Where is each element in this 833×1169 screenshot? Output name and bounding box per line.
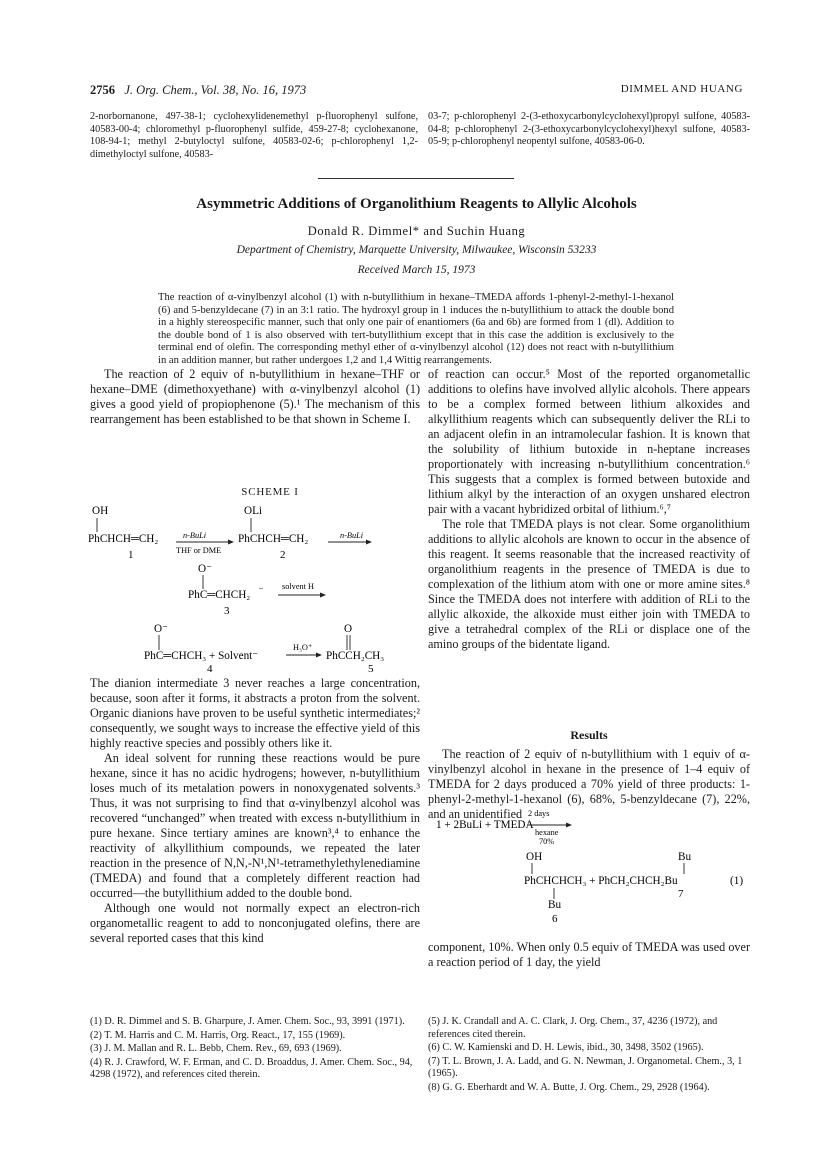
- compound-4-oxide: O⁻: [154, 623, 168, 635]
- eq-days: 2 days: [528, 809, 550, 818]
- label-1: 1: [128, 549, 134, 561]
- eq-label-6: 6: [552, 913, 558, 925]
- results-paragraph-2: component, 10%. When only 0.5 equiv of TMEDA was used over a reaction period of 1 day, the yield: [428, 940, 750, 969]
- intro-paragraph: The reaction of 2 equiv of n-butyllithium in hexane–THF or hexane–DME (dimethoxyethane) with α-vinylbenzyl alcohol (1) gives a good yield of propiophenone (5).¹ The mechanism of this rearrangement has been established to be that shown in Scheme I.: [90, 367, 420, 426]
- footnote: (2) T. M. Harris and C. M. Harris, Org. React., 17, 155 (1969).: [90, 1029, 346, 1041]
- eq-label-7: 7: [678, 888, 684, 900]
- registry-continuation-left: 2-norbornanone, 497-38-1; cyclohexylidenemethyl p-fluorophenyl sulfone, 40583-00-4; chloromethyl p-fluorophenyl sulfide, 459-27-8; cyclohexanone, 108-94-1; methyl 2-butyloctyl sulfone, 40583-02-6; p-chlorophenyl 1,2-dimethyloctyl sulfone, 40583-: [90, 111, 418, 160]
- eq-bu-top: Bu: [678, 851, 692, 863]
- paragraph: of reaction can occur.⁵ Most of the reported organometallic additions to olefins have involved allylic alcohols. There appears to be a complex formed between lithium alkoxides and alkyllithium reagents which can subsequently deliver the RLi to an adjacent olefin in an intramolecular fashion. It is known that the solubility of lithium butoxide in n-heptane increases proportionately with increasing n-butyllithium concentration.⁶ This suggests that a complex is formed between butoxide and lithium alkyl by the interaction of an oxygen unshared electron pair with a vacant hybridized orbital of lithium.⁶,⁷: [428, 367, 750, 516]
- section-divider: [318, 178, 514, 179]
- footnote: (8) G. G. Eberhardt and W. A. Butte, J. Org. Chem., 29, 2928 (1964).: [428, 1081, 710, 1093]
- paragraph: The dianion intermediate 3 never reaches a large concentration, because, soon after it forms, it abstracts a proton from the solvent. Organic dianions have proven to be useful synthetic intermediates;² consequently, we sought ways to increase the effective yield of this highly reactive species and possibly others like it.: [90, 676, 420, 750]
- article-authors: Donald R. Dimmel* and Suchin Huang: [307, 224, 526, 238]
- compound-5-oxygen: O: [344, 623, 353, 635]
- compound-2: PhCHCH═CH₂: [238, 533, 309, 545]
- label-2: 2: [280, 549, 286, 561]
- left-column-text: [90, 676, 420, 946]
- eq-arrow-head: [566, 823, 572, 828]
- running-head: DIMMEL AND HUANG: [620, 83, 743, 95]
- eq-solvent: hexane: [535, 828, 559, 837]
- footnotes-right: [428, 1016, 750, 1096]
- paragraph: An ideal solvent for running these reactions would be pure hexane, since it has no acidic hydrogens; however, n-butyllithium loses much of its metalation powers in nonoxygenated solvents.³ Thus, it was not surprising to find that α-vinylbenzyl alcohol was recovered “unchanged” when treated with excess n-butyllithium in pure hexane. Since tertiary amines are known³,⁴ to enhance the reactivity of alkyllithium compounds, we repeated the later reaction in the presence of N,N,-N¹,N¹-tetramethylethylenediamine (TMEDA) and found that a completely different reaction had occurred—the butyllithium added to the double bond.: [90, 751, 420, 900]
- right-column-text: [428, 367, 750, 652]
- scheme-title: SCHEME I: [241, 486, 299, 498]
- footnote: (7) T. L. Brown, J. A. Ladd, and G. N. Newman, J. Organometal. Chem., 3, 1 (1965).: [428, 1055, 743, 1080]
- registry-continuation-right: 03-7; p-chlorophenyl 2-(3-ethoxycarbonylcyclohexyl)propyl sulfone, 40583-04-8; p-chlorophenyl 2-(3-ethoxycarbonylcyclohexyl)hexyl sulfone, 40583-05-9; p-chlorophenyl neopentyl sulfone, 40583-06-0.: [428, 111, 750, 148]
- eq-products: PhCHCHCH₃ + PhCH₂CHCH₂Bu: [524, 875, 678, 887]
- paragraph: Although one would not normally expect an electron-rich organometallic reagent to add to nonconjugated olefins, there are several reported cases that this kind: [90, 901, 420, 945]
- arrow-1-head: [228, 540, 234, 545]
- scheme-1-diagram: [88, 500, 420, 672]
- footnote: (3) J. M. Mallan and R. L. Bebb, Chem. Rev., 69, 693 (1969).: [90, 1043, 342, 1055]
- compound-3: PhC═CHCH₂: [188, 589, 251, 601]
- arrow-4-head: [316, 653, 322, 658]
- compound-3-charge: –: [259, 583, 263, 592]
- compound-5: PhCCH₂CH₃: [326, 650, 385, 662]
- paragraph: The role that TMEDA plays is not clear. Some organolithium additions to allylic alcohols are known to occur in the absence of this reagent. It seems reasonable that the increased reactivity of organolithium reagents in the presence of TMEDA is due to complexation of the lithium atom with one or more amine sites.⁸ Since the TMEDA does not interfere with addition of RLi to the allylic alkoxide, the alkoxide must either join with TMEDA to give a tetrahedral complex of the RLi or displace one of the amino groups of the bidentate ligand.: [428, 517, 750, 651]
- eq-number: (1): [730, 875, 744, 887]
- scheme-oli: OLi: [244, 505, 263, 517]
- abstract: The reaction of α-vinylbenzyl alcohol (1) with n-butyllithium in hexane–TMEDA affords 1-phenyl-2-methyl-1-hexanol (6) and 5-benzyldecane (7) in an 3:1 ratio. The hydroxyl group in 1 induces the n-butyllithium to attack the double bond in a highly stereospecific manner, such that only one pair of enantiomers (6a and 6b) are formed from 1 (dl). Addition to the double bond of 1 is also observed with tert-butyllithium except that in this case the addition is exclusively to the terminal end of olefin. The corresponding methyl ether of α-vinylbenzyl alcohol (12) does not react with n-butyllithium in an addition manner, but rather undergoes 1,2 and 1,4 Wittig rearrangements.: [158, 292, 674, 366]
- compound-1: PhCHCH═CH₂: [88, 533, 159, 545]
- eq-bu-bottom: Bu: [548, 899, 562, 911]
- eq-yield: 70%: [539, 837, 555, 846]
- arrow-3-head: [320, 593, 326, 598]
- compound-4: PhC═CHCH₃ + Solvent⁻: [144, 650, 259, 662]
- page-number: 2756: [90, 83, 115, 97]
- footnote: (4) R. J. Crawford, W. F. Erman, and C. D. Broaddus, J. Amer. Chem. Soc., 94, 4298 (1972), and references cited therein.: [90, 1056, 413, 1081]
- reagent-h3o: H₃O⁺: [293, 643, 313, 652]
- reagent-solvent-h: solvent H: [282, 582, 315, 591]
- equation-1-diagram: [428, 808, 750, 936]
- scheme-oh: OH: [92, 505, 109, 517]
- footnote: (1) D. R. Dimmel and S. B. Gharpure, J. Amer. Chem. Soc., 93, 3991 (1971).: [90, 1016, 405, 1027]
- reagent-1-bottom: THF or DME: [176, 546, 222, 555]
- journal-citation: J. Org. Chem., Vol. 38, No. 16, 1973: [124, 83, 307, 97]
- footnote: (5) J. K. Crandall and A. C. Clark, J. Org. Chem., 37, 4236 (1972), and references cited therein.: [428, 1016, 718, 1040]
- article-title: Asymmetric Additions of Organolithium Reagents to Allylic Alcohols: [196, 196, 637, 212]
- eq-oh: OH: [526, 851, 543, 863]
- results-paragraph: The reaction of 2 equiv of n-butyllithium with 1 equiv of α-vinylbenzyl alcohol in hexane in the presence of 1–4 equiv of TMEDA for 2 days produced a 70% yield of three products: 1-phenyl-2-methyl-1-hexanol (6), 68%, 5-benzyldecane (7), 22%, and an unidentified: [428, 747, 750, 821]
- arrow-2-head: [366, 540, 372, 545]
- reagent-2-top: n-BuLi: [340, 531, 364, 540]
- received-date: Received March 15, 1973: [357, 264, 476, 276]
- affiliation: Department of Chemistry, Marquette University, Milwaukee, Wisconsin 53233: [236, 244, 597, 256]
- reagent-1-top: n-BuLi: [183, 531, 207, 540]
- eq-reactants: 1 + 2BuLi + TMEDA: [436, 819, 534, 831]
- label-3: 3: [224, 605, 230, 617]
- label-4: 4: [207, 663, 213, 672]
- page-header-left: [90, 83, 306, 98]
- footnote: (6) C. W. Kamienski and D. H. Lewis, ibid., 30, 3498, 3502 (1965).: [428, 1042, 704, 1054]
- label-5: 5: [368, 663, 374, 672]
- compound-3-oxide: O⁻: [198, 563, 212, 575]
- footnotes-left: [90, 1016, 420, 1083]
- results-heading: Results: [570, 728, 608, 742]
